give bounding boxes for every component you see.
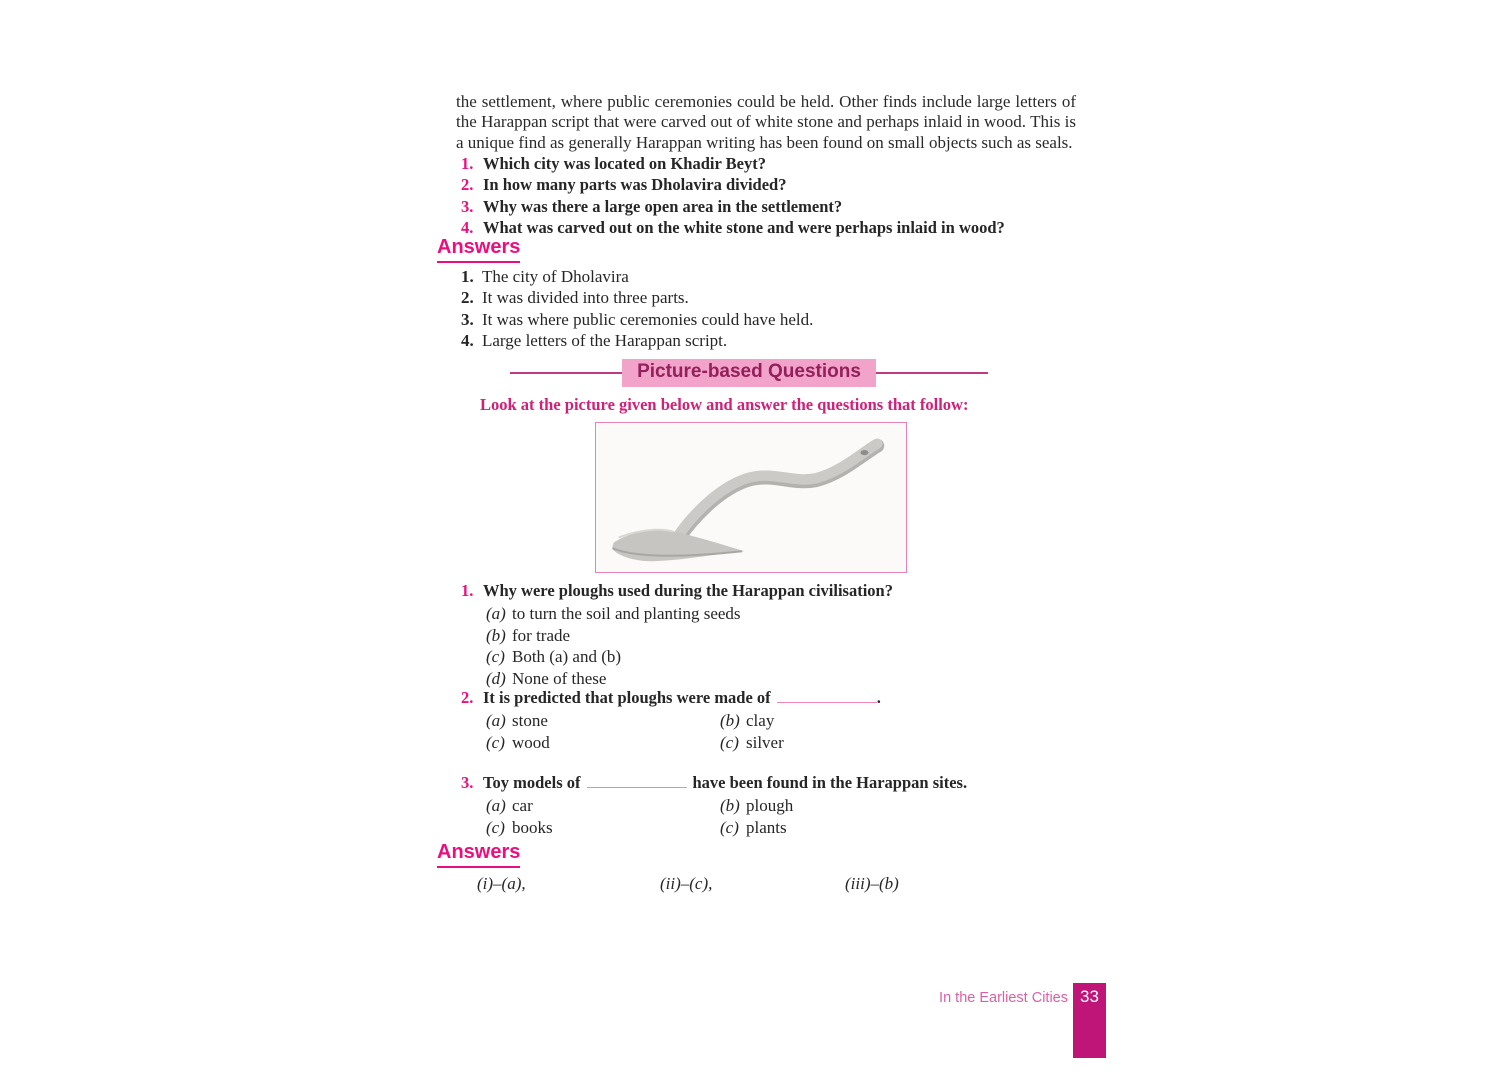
option-item: [486, 646, 741, 668]
answer-item: [461, 309, 813, 330]
option-label: (c): [720, 732, 739, 752]
option-label: (b): [720, 796, 740, 815]
question-item: [461, 153, 1005, 174]
option-text: Both (a) and (b): [512, 647, 622, 666]
answer-number: 2.: [461, 288, 474, 308]
footer-chapter-title: In the Earliest Cities: [939, 990, 1068, 1006]
answer-number: 4.: [461, 330, 474, 350]
answer-number: 3.: [461, 309, 474, 329]
answer-text: The city of Dholavira: [482, 267, 629, 286]
question-text: Why were ploughs used during the Harappan civilisation?: [483, 581, 893, 600]
question-number: 1.: [461, 581, 474, 600]
question-text-after: have been found in the Harappan sites.: [692, 773, 968, 792]
answer-item: [461, 330, 813, 351]
comprehension-answer-list: [461, 266, 813, 351]
mcq-1-options: [486, 603, 741, 689]
section-banner-title: Picture-based Questions: [622, 359, 876, 387]
option-text: books: [512, 817, 553, 837]
option-text: stone: [512, 711, 548, 730]
option-text: plough: [746, 796, 794, 815]
plough-figure-frame: [595, 422, 907, 573]
option-label: (a): [486, 711, 506, 730]
option-label: (a): [486, 604, 506, 623]
option-item: [486, 710, 720, 732]
option-item: [486, 603, 741, 625]
picture-instruction: Look at the picture given below and answer the questions that follow:: [480, 395, 969, 414]
answer-item: [461, 287, 813, 308]
intro-paragraph: the settlement, where public ceremonies could be held. Other finds include large letters of the Harappan script that were carved out of white stone and perhaps inlaid in wood. This is a unique find as generally Harappan writing has been found on small objects such as seals.: [456, 92, 1076, 152]
question-text-after: .: [876, 688, 881, 707]
question-text: Why was there a large open area in the settlement?: [483, 196, 843, 216]
question-number: 3.: [461, 196, 474, 216]
final-answer: (ii)–(c),: [660, 874, 713, 893]
option-item: [720, 795, 793, 817]
question-number: 4.: [461, 217, 474, 237]
option-item: [486, 668, 741, 690]
option-text: None of these: [512, 668, 607, 688]
answers-heading: Answers: [437, 841, 520, 868]
question-number: 2.: [461, 175, 474, 195]
option-item: [486, 817, 720, 839]
option-text: to turn the soil and planting seeds: [512, 604, 741, 623]
question-text-before: Toy models of: [483, 773, 581, 792]
banner-rule-left: [510, 372, 622, 374]
mcq-question-3: [461, 773, 967, 793]
question-number: 3.: [461, 773, 474, 792]
plough-figure: [596, 423, 906, 572]
final-answers-row: [0, 874, 1500, 896]
footer-page-number: 33: [1073, 983, 1106, 1058]
option-text: car: [512, 796, 533, 815]
option-text: for trade: [512, 625, 571, 645]
question-text: Which city was located on Khadir Beyt?: [483, 154, 766, 173]
question-item: [461, 196, 1005, 217]
question-text-before: It is predicted that ploughs were made of: [483, 688, 771, 707]
option-label: (d): [486, 668, 506, 688]
question-text: What was carved out on the white stone and were perhaps inlaid in wood?: [483, 217, 1005, 237]
question-item: [461, 174, 1005, 195]
option-label: (a): [486, 796, 506, 815]
mcq-question-1: [461, 581, 893, 601]
option-label: (b): [720, 711, 740, 730]
fill-in-blank: [777, 689, 877, 703]
option-label: (c): [486, 817, 505, 837]
mcq-3-options: [486, 795, 793, 838]
option-item: [720, 732, 784, 754]
option-label: (b): [486, 625, 506, 645]
option-item: [720, 710, 784, 732]
answer-text: It was divided into three parts.: [482, 288, 689, 308]
question-number: 2.: [461, 688, 474, 707]
mcq-question-2: [461, 688, 881, 708]
answer-item: [461, 266, 813, 287]
answer-text: Large letters of the Harappan script.: [482, 330, 728, 350]
fill-in-blank: [587, 774, 687, 788]
comprehension-question-list: [461, 153, 1005, 238]
option-text: silver: [746, 732, 784, 752]
option-label: (c): [486, 647, 505, 666]
final-answer: (iii)–(b): [845, 874, 899, 893]
option-label: (c): [486, 732, 505, 752]
question-number: 1.: [461, 154, 474, 173]
option-label: (c): [720, 817, 739, 837]
question-text: In how many parts was Dholavira divided?: [483, 175, 787, 195]
option-item: [486, 732, 720, 754]
banner-rule-right: [876, 372, 988, 374]
answer-number: 1.: [461, 267, 474, 286]
question-item: [461, 217, 1005, 238]
answer-text: It was where public ceremonies could have held.: [482, 309, 814, 329]
option-item: [720, 817, 793, 839]
option-text: plants: [746, 817, 787, 837]
option-item: [486, 625, 741, 647]
option-item: [486, 795, 720, 817]
final-answer: (i)–(a),: [477, 874, 526, 893]
answers-heading: Answers: [437, 236, 520, 263]
option-text: clay: [746, 711, 775, 730]
mcq-2-options: [486, 710, 784, 753]
section-banner: [510, 359, 988, 387]
option-text: wood: [512, 732, 550, 752]
